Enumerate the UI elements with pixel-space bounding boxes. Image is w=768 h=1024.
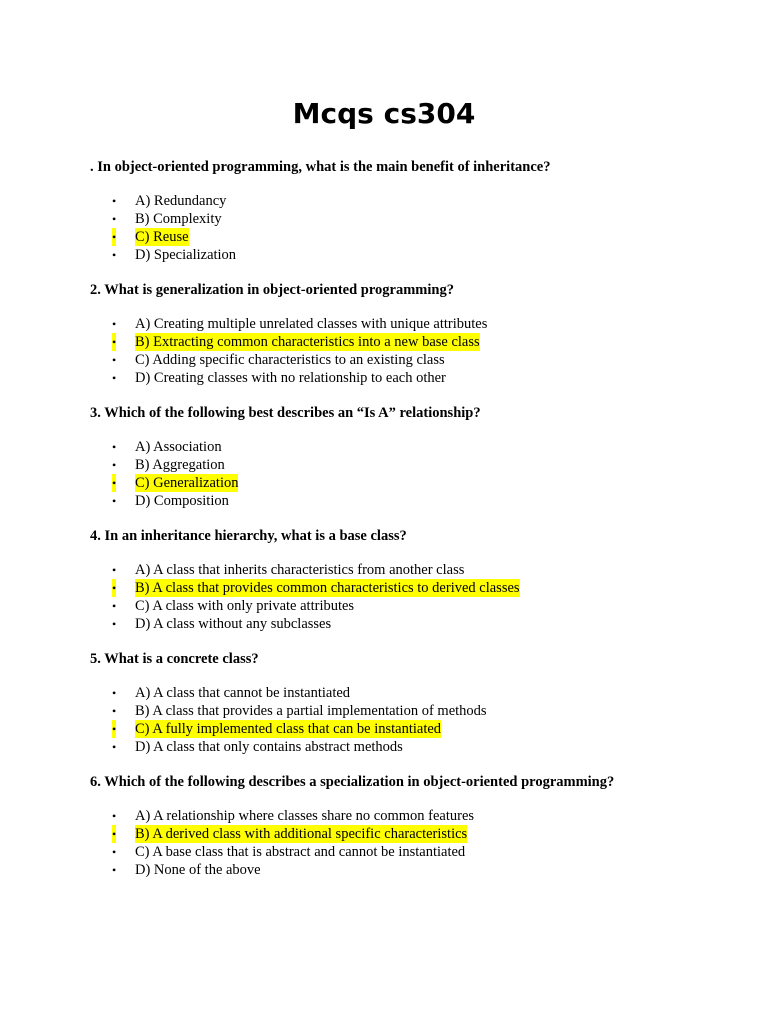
option-d: • D) A class without any subclasses <box>112 616 332 632</box>
question-list <box>90 157 730 895</box>
option-b-correct: • B) A derived class with additional specific characteristics <box>112 826 468 842</box>
bullet-icon: • <box>112 581 117 595</box>
bullet-icon: • <box>112 845 117 859</box>
option-b: • B) Aggregation <box>112 457 225 473</box>
question-text: 4. In an inheritance hierarchy, what is a base class? <box>90 528 407 544</box>
bullet-icon: • <box>112 212 117 226</box>
option-a: • A) Association <box>112 439 222 455</box>
bullet-icon: • <box>112 809 117 823</box>
page-title: Mcqs cs304 <box>292 97 476 130</box>
option-b: • B) Complexity <box>112 211 222 227</box>
question-4 <box>90 526 730 633</box>
option-b: • B) A class that provides a partial implementation of methods <box>112 703 487 719</box>
bullet-icon: • <box>112 248 117 262</box>
bullet-icon: • <box>112 371 117 385</box>
option-b-correct: • B) Extracting common characteristics into a new base class <box>112 334 480 350</box>
bullet-icon: • <box>112 722 117 736</box>
option-list <box>90 438 730 510</box>
bullet-icon: • <box>112 194 117 208</box>
question-5 <box>90 649 730 756</box>
option-a: • A) A class that cannot be instantiated <box>112 685 351 701</box>
option-c: • C) Adding specific characteristics to an existing class <box>112 352 445 368</box>
question-3 <box>90 403 730 510</box>
bullet-icon: • <box>112 740 117 754</box>
bullet-icon: • <box>112 317 117 331</box>
bullet-icon: • <box>112 476 117 490</box>
bullet-icon: • <box>112 827 117 841</box>
bullet-icon: • <box>112 863 117 877</box>
question-6 <box>90 772 730 879</box>
option-list <box>90 192 730 264</box>
question-text: 2. What is generalization in object-oriented programming? <box>90 282 454 298</box>
question-text: . In object-oriented programming, what is the main benefit of inheritance? <box>90 159 551 175</box>
bullet-icon: • <box>112 458 117 472</box>
bullet-icon: • <box>112 353 117 367</box>
bullet-icon: • <box>112 494 117 508</box>
question-text: 6. Which of the following describes a specialization in object-oriented programming? <box>90 774 615 790</box>
option-d: • D) Creating classes with no relationship to each other <box>112 370 446 386</box>
option-a: • A) Creating multiple unrelated classes with unique attributes <box>112 316 488 332</box>
option-b-correct: • B) A class that provides common characteristics to derived classes <box>112 580 520 596</box>
option-a: • A) A class that inherits characteristics from another class <box>112 562 465 578</box>
question-text: 3. Which of the following best describes an “Is A” relationship? <box>90 405 481 421</box>
bullet-icon: • <box>112 599 117 613</box>
bullet-icon: • <box>112 617 117 631</box>
question-1 <box>90 157 730 264</box>
bullet-icon: • <box>112 335 117 349</box>
option-list <box>90 684 730 756</box>
option-a: • A) A relationship where classes share no common features <box>112 808 475 824</box>
question-2 <box>90 280 730 387</box>
option-c: • C) A class with only private attributes <box>112 598 355 614</box>
option-c-correct: • C) A fully implemented class that can be instantiated <box>112 721 442 737</box>
option-c: • C) A base class that is abstract and cannot be instantiated <box>112 844 466 860</box>
option-c-correct: • C) Generalization <box>112 475 239 491</box>
option-c-correct: • C) Reuse <box>112 229 189 245</box>
bullet-icon: • <box>112 686 117 700</box>
option-d: • D) Specialization <box>112 247 237 263</box>
question-text: 5. What is a concrete class? <box>90 651 259 667</box>
option-list <box>90 561 730 633</box>
option-a: • A) Redundancy <box>112 193 227 209</box>
option-d: • D) A class that only contains abstract methods <box>112 739 403 755</box>
bullet-icon: • <box>112 563 117 577</box>
option-d: • D) Composition <box>112 493 229 509</box>
bullet-icon: • <box>112 704 117 718</box>
bullet-icon: • <box>112 230 117 244</box>
option-list <box>90 807 730 879</box>
option-d: • D) None of the above <box>112 862 261 878</box>
option-list <box>90 315 730 387</box>
bullet-icon: • <box>112 440 117 454</box>
